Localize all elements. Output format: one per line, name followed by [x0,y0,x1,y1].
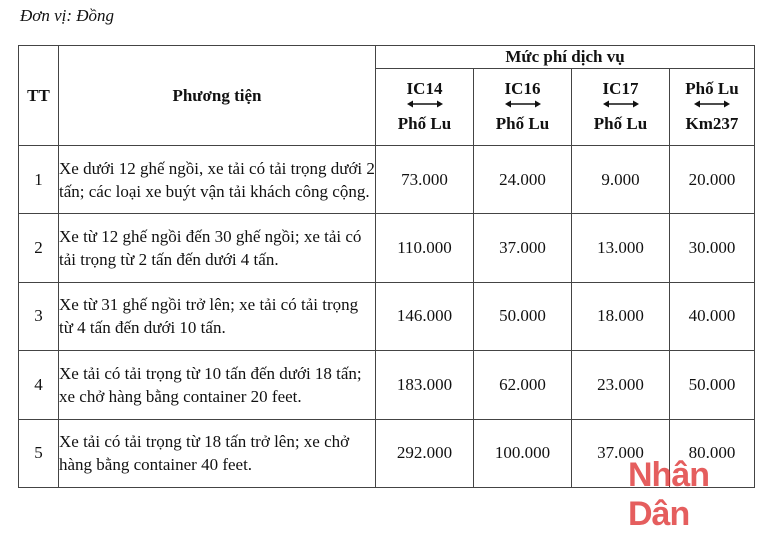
unit-label: Đơn vị: Đồng [20,6,115,25]
tt-column-header: TT [19,46,59,146]
fee-cell: 40.000 [670,282,755,350]
route-to: Km237 [685,114,739,133]
route-from: Phố Lu [685,79,739,98]
vehicle-description: Xe từ 12 ghế ngồi đến 30 ghế ngồi; xe tải có tải trọng từ 2 tấn đến dưới 4 tấn. [59,214,376,282]
fee-cell: 110.000 [376,214,474,282]
fee-cell: 50.000 [474,282,572,350]
fee-table [18,45,755,488]
fee-cell: 24.000 [474,146,572,214]
vehicle-description: Xe dưới 12 ghế ngồi, xe tải có tải trọng dưới 2 tấn; các loại xe buýt vận tải khách công cộng. [59,146,376,214]
fee-cell: 146.000 [376,282,474,350]
row-number: 4 [19,351,59,419]
route-to: Phố Lu [397,114,452,133]
table-row [19,351,755,419]
table-row [19,214,755,282]
fee-cell: 30.000 [670,214,755,282]
fee-cell: 9.000 [572,146,670,214]
fee-group-header: Mức phí dịch vụ [376,46,755,69]
route-from: IC14 [406,79,443,98]
double-arrow-icon [474,99,571,113]
vehicle-description: Xe từ 31 ghế ngồi trở lên; xe tải có tải trọng từ 4 tấn đến dưới 10 tấn. [59,282,376,350]
fee-cell: 100.000 [474,419,572,487]
route-to: Phố Lu [495,114,550,133]
vehicle-description: Xe tải có tải trọng từ 10 tấn đến dưới 18 tấn; xe chở hàng bằng container 20 feet. [59,351,376,419]
row-number: 1 [19,146,59,214]
vehicle-description: Xe tải có tải trọng từ 18 tấn trở lên; xe chở hàng bằng container 40 feet. [59,419,376,487]
route-from: IC17 [602,79,639,98]
route-header [670,69,755,146]
fee-cell: 37.000 [572,419,670,487]
fee-cell: 50.000 [670,351,755,419]
double-arrow-icon [670,99,754,113]
fee-cell: 23.000 [572,351,670,419]
route-from: IC16 [504,79,541,98]
fee-cell: 20.000 [670,146,755,214]
route-to: Phố Lu [593,114,648,133]
table-row [19,282,755,350]
route-header [572,69,670,146]
fee-cell: 13.000 [572,214,670,282]
header-row-top [19,46,755,69]
row-number: 5 [19,419,59,487]
row-number: 2 [19,214,59,282]
fee-cell: 37.000 [474,214,572,282]
vehicle-column-header: Phương tiện [59,46,376,146]
fee-cell: 183.000 [376,351,474,419]
route-header [474,69,572,146]
newspaper-watermark-logo: Nhân Dân [628,456,709,533]
fee-cell: 18.000 [572,282,670,350]
double-arrow-icon [376,99,473,113]
fee-cell: 80.000 [670,419,755,487]
double-arrow-icon [572,99,669,113]
table-row [19,146,755,214]
fee-cell: 73.000 [376,146,474,214]
row-number: 3 [19,282,59,350]
fee-cell: 292.000 [376,419,474,487]
fee-cell: 62.000 [474,351,572,419]
route-header [376,69,474,146]
